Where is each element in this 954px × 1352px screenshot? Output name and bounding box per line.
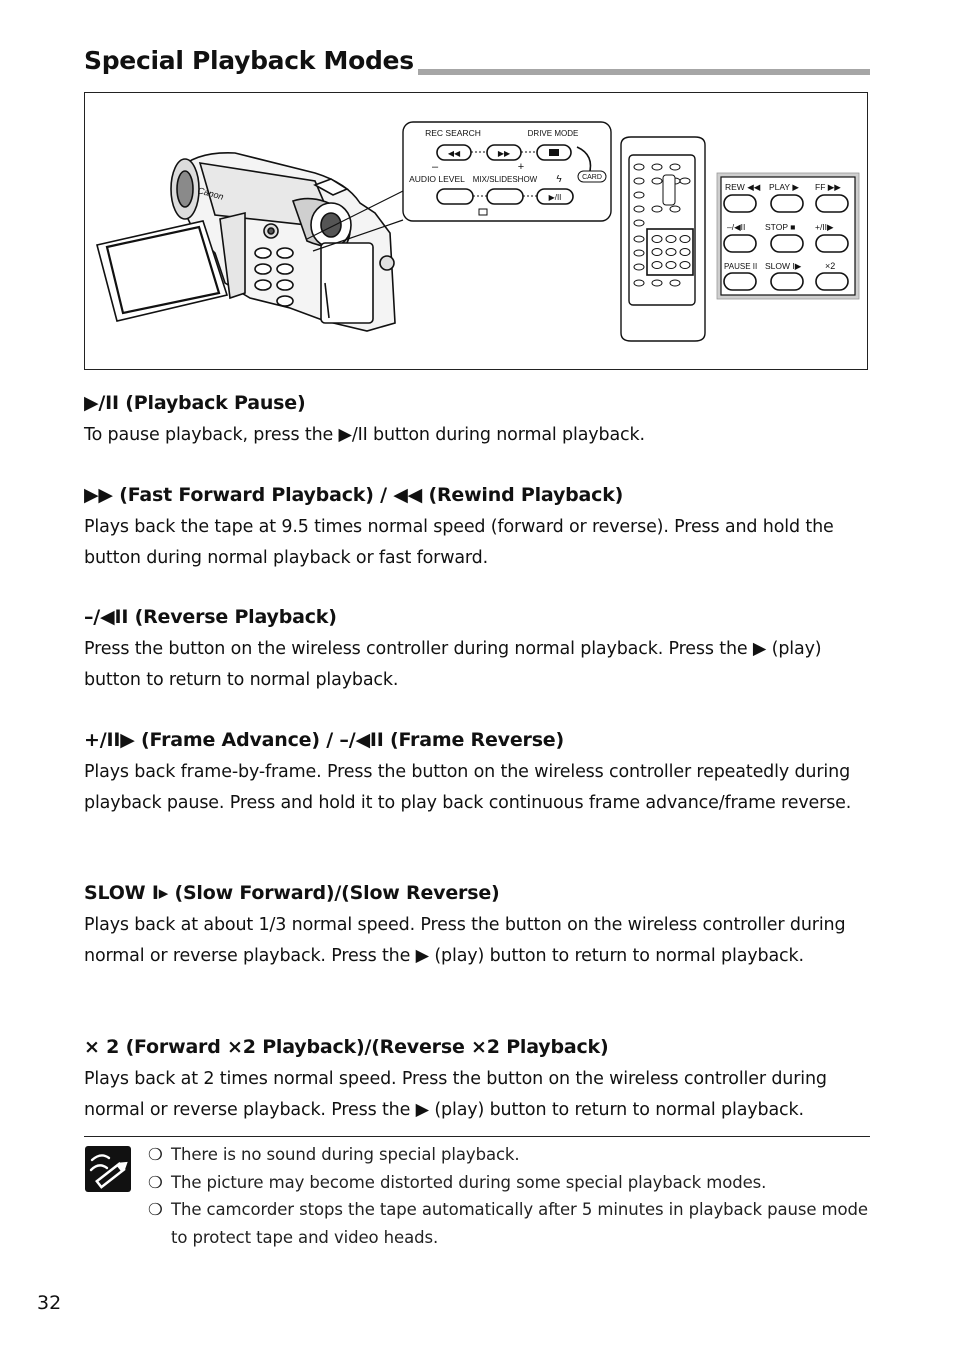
section-x2-playback: [84, 1034, 874, 1126]
remote-ff-button[interactable]: [816, 195, 848, 212]
page-number: 32: [37, 1292, 62, 1314]
section-fast-forward-rewind: [84, 482, 874, 574]
note-text: There is no sound during special playback.: [171, 1145, 520, 1164]
section-reverse-playback: [84, 604, 874, 696]
camera-button-panel: [403, 122, 611, 221]
remote-x2-button[interactable]: [816, 273, 848, 290]
play-label: PLAY ▶: [769, 182, 799, 192]
note-item: [148, 1196, 870, 1251]
note-bullet: ❍: [148, 1145, 163, 1164]
section-slow-playback: [84, 880, 874, 972]
remote-rew-button[interactable]: [724, 195, 756, 212]
notes-divider: [84, 1136, 870, 1137]
stop-label: STOP ■: [765, 222, 796, 232]
section-heading: +/II▶ (Frame Advance) / –/◀II (Frame Reverse): [84, 729, 564, 751]
remote-stop-button[interactable]: [771, 235, 803, 252]
notes-list: [148, 1141, 870, 1251]
mix-slideshow-label: MIX/SLIDESHOW: [472, 175, 538, 184]
note-item: [148, 1141, 870, 1169]
note-bullet: ❍: [148, 1172, 163, 1192]
remote-callout-panel: [717, 173, 859, 299]
remote-control-illustration: [621, 137, 705, 341]
note-text: The camcorder stops the tape automatically after 5 minutes in playback pause mode to protect tape and video heads.: [171, 1200, 868, 1247]
figure-illustration: [85, 93, 868, 370]
section-heading: × 2 (Forward ×2 Playback)/(Reverse ×2 Playback): [84, 1036, 609, 1058]
camcorder-brand-label: Canon: [196, 185, 225, 202]
remote-frame-advance-button[interactable]: [816, 235, 848, 252]
section-playback-pause: [84, 390, 874, 451]
section-body: Plays back frame-by-frame. Press the button on the wireless controller repeatedly during playback pause. Press and hold it to play back continuous frame advance/frame reverse.: [84, 762, 852, 813]
section-body: Press the button on the wireless controller during normal playback. Press the ▶ (play) button to return to normal playback.: [84, 639, 822, 690]
pause-label: PAUSE II: [724, 262, 758, 271]
section-frame-advance-reverse: [84, 727, 874, 819]
card-label: CARD: [582, 174, 602, 181]
minus-label: –: [431, 161, 439, 173]
camcorder-figure: [84, 92, 868, 370]
rec-search-label: REC SEARCH: [425, 128, 481, 138]
note-bullet: ❍: [148, 1200, 163, 1219]
play-pause-icon: ▶/II: [548, 193, 562, 202]
camcorder-illustration: [97, 153, 395, 331]
stop-icon: [549, 149, 559, 156]
mix-slideshow-button[interactable]: [487, 189, 523, 204]
ff-label: FF ▶▶: [815, 182, 841, 192]
pencil-note-icon: [85, 1146, 131, 1192]
plus-label: +: [517, 161, 525, 173]
rewind-icon: ◀◀: [447, 149, 461, 158]
section-heading: –/◀II (Reverse Playback): [84, 606, 337, 628]
x2-label: ×2: [825, 261, 836, 271]
rew-label: REW ◀◀: [725, 182, 761, 192]
page-title: Special Playback Modes: [84, 46, 418, 75]
section-heading: SLOW I▸ (Slow Forward)/(Slow Reverse): [84, 882, 500, 904]
flash-icon: ϟ: [556, 174, 562, 185]
section-body: Plays back at 2 times normal speed. Press the button on the wireless controller during normal or reverse playback. Press the ▶ (play) button to return to normal playback.: [84, 1069, 827, 1120]
frame-reverse-label: –/◀II: [727, 222, 746, 232]
audio-level-label: AUDIO LEVEL: [409, 174, 465, 184]
note-item: [148, 1169, 870, 1197]
section-heading: ▶/II (Playback Pause): [84, 392, 306, 414]
drive-mode-label: DRIVE MODE: [527, 129, 579, 138]
section-body: Plays back at about 1/3 normal speed. Press the button on the wireless controller during normal or reverse playback. Press the ▶ (play) button to return to normal playback.: [84, 915, 846, 966]
remote-slow-button[interactable]: [771, 273, 803, 290]
fast-forward-icon: ▶▶: [497, 149, 511, 158]
section-body: To pause playback, press the ▶/II button during normal playback.: [84, 425, 645, 445]
remote-pause-button[interactable]: [724, 273, 756, 290]
remote-frame-reverse-button[interactable]: [724, 235, 756, 252]
audio-level-button[interactable]: [437, 189, 473, 204]
remote-play-button[interactable]: [771, 195, 803, 212]
page-header: [84, 44, 870, 78]
slow-label: SLOW I▶: [765, 261, 802, 271]
note-text: The picture may become distorted during some special playback modes.: [171, 1172, 767, 1192]
frame-advance-label: +/II▶: [815, 222, 834, 232]
section-heading: ▶▶ (Fast Forward Playback) / ◀◀ (Rewind Playback): [84, 484, 624, 506]
section-body: Plays back the tape at 9.5 times normal speed (forward or reverse). Press and hold the button during normal playback or fast forward.: [84, 517, 834, 568]
